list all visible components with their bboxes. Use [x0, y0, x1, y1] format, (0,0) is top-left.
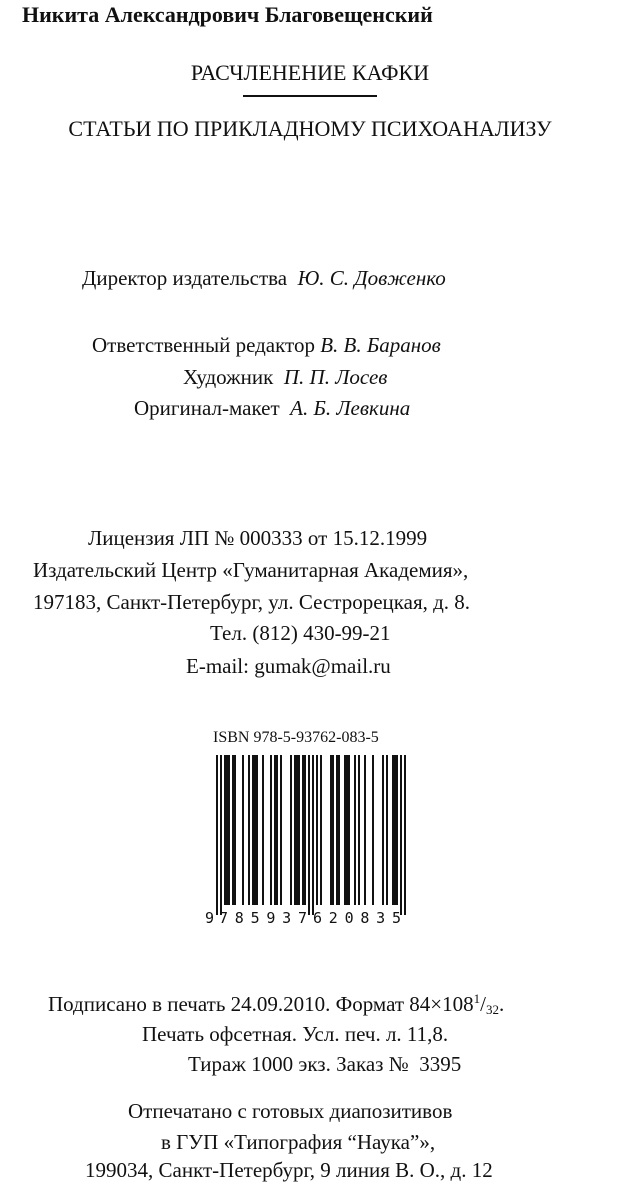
author-name: Никита Александрович Благовещенский — [22, 2, 433, 27]
barcode-bars — [216, 755, 406, 915]
title-divider — [243, 95, 377, 97]
credit-person: В. В. Баранов — [320, 333, 441, 357]
barcode-bar — [304, 755, 306, 905]
barcode-bar — [396, 755, 398, 905]
license-line: Лицензия ЛП № 000333 от 15.12.1999 — [88, 526, 428, 550]
credit-director — [82, 268, 446, 289]
credit-role: Директор издательства — [82, 266, 288, 290]
barcode-bar — [354, 755, 356, 905]
barcode-bar — [358, 755, 360, 905]
barcode-bar — [296, 755, 298, 905]
barcode-bar — [392, 755, 394, 905]
barcode-bar — [242, 755, 244, 905]
publisher-address: 197183, Санкт-Петербург, ул. Сестрорецкая, д. 8. — [33, 590, 471, 614]
print-info-line-1: Подписано в печать 24.09.2010. Формат $84\times 108^1/_{32}$. — [48, 991, 505, 1017]
barcode-bar — [274, 755, 276, 905]
print-info-line-2: Печать офсетная. Усл. печ. л. 11,8. — [142, 1022, 449, 1046]
barcode-bar — [320, 755, 322, 905]
barcode-bar — [400, 755, 402, 915]
barcode-bar — [382, 755, 384, 905]
barcode-bar — [270, 755, 272, 905]
barcode-bar — [294, 755, 296, 905]
barcode-bar — [316, 755, 318, 905]
format-fraction-num: 1 — [473, 991, 481, 1006]
barcode-bar — [216, 755, 218, 915]
credit-person: А. Б. Левкина — [290, 396, 411, 420]
barcode-bar — [224, 755, 226, 905]
barcode-bar — [254, 755, 256, 905]
format-fraction-den: 32 — [485, 1002, 499, 1017]
publisher-email: E-mail: gumak@mail.ru — [186, 654, 391, 678]
barcode-bar — [220, 755, 222, 915]
barcode-bar — [290, 755, 292, 905]
print-format-text: Подписано в печать 24.09.2010. Формат 84×108 — [48, 992, 474, 1016]
credit-person: П. П. Лосев — [283, 365, 388, 389]
barcode-bar — [276, 755, 278, 905]
barcode-bar — [394, 755, 396, 905]
barcode-bar — [338, 755, 340, 905]
barcode-digits-right: 620835 — [313, 909, 401, 927]
barcode-bar — [330, 755, 332, 905]
barcode-bar — [364, 755, 366, 905]
barcode-bar — [308, 755, 310, 915]
publisher-name: Издательский Центр «Гуманитарная Академия», — [33, 558, 469, 582]
barcode-bar — [226, 755, 228, 905]
barcode-bar — [372, 755, 374, 905]
credit-role: Художник — [183, 365, 274, 389]
barcode-bar — [232, 755, 234, 905]
barcode-bar — [234, 755, 236, 905]
credit-person: Ю. С. Довженко — [297, 266, 446, 290]
isbn-label: ISBN 978-5-93762-083-5 — [213, 729, 379, 746]
printer-line-1: Отпечатано с готовых диапозитивов — [128, 1099, 453, 1123]
barcode-bar — [252, 755, 254, 905]
barcode-bar — [332, 755, 334, 905]
publisher-phone: Тел. (812) 430-99-21 — [210, 621, 391, 645]
barcode-bar — [228, 755, 230, 905]
barcode-digit-lead: 9 — [205, 909, 215, 927]
barcode-bar — [346, 755, 348, 905]
print-info-line-3: Тираж 1000 экз. Заказ № 3395 — [188, 1052, 462, 1076]
credit-editor — [92, 335, 441, 356]
barcode-bar — [298, 755, 300, 905]
printer-line-2: в ГУП «Типография “Наука”», — [161, 1130, 436, 1154]
barcode-bar — [386, 755, 388, 905]
barcode-bar — [280, 755, 282, 905]
barcode-bar — [344, 755, 346, 905]
credit-role: Ответственный редактор — [92, 333, 315, 357]
barcode-bar — [348, 755, 350, 905]
credit-role: Оригинал-макет — [134, 396, 280, 420]
isbn-barcode — [205, 755, 415, 930]
book-subtitle: СТАТЬИ ПО ПРИКЛАДНОМУ ПСИХОАНАЛИЗУ — [68, 116, 552, 141]
printer-line-3: 199034, Санкт-Петербург, 9 линия В. О., д. 12 — [85, 1158, 493, 1182]
barcode-bar — [404, 755, 406, 915]
barcode-bar — [262, 755, 264, 905]
barcode-bar — [336, 755, 338, 905]
barcode-digits-left: 785937 — [219, 909, 307, 927]
barcode-bar — [312, 755, 314, 915]
barcode-bar — [256, 755, 258, 905]
credit-layout — [134, 398, 410, 419]
barcode-bar — [248, 755, 250, 905]
book-title: РАСЧЛЕНЕНИЕ КАФКИ — [190, 60, 430, 85]
barcode-bar — [302, 755, 304, 905]
credit-artist — [183, 367, 387, 388]
